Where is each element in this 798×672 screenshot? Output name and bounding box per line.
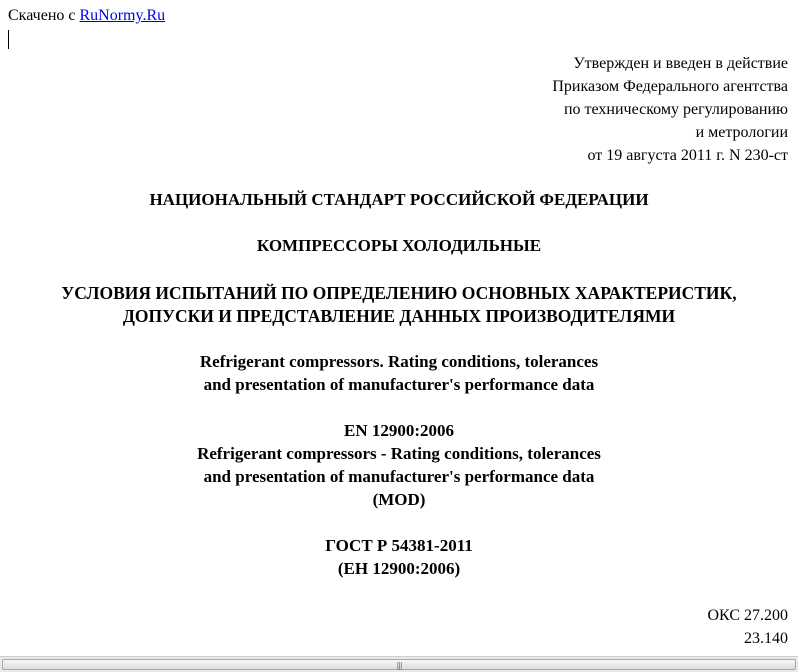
- approval-line: и метрологии: [695, 124, 788, 141]
- approval-block: [552, 52, 788, 167]
- scrollbar-thumb[interactable]: [2, 659, 796, 670]
- document-title: [0, 234, 798, 257]
- title-text: КОМПРЕССОРЫ ХОЛОДИЛЬНЫЕ: [256, 236, 542, 255]
- source-line: [8, 6, 165, 26]
- national-standard-heading: [0, 188, 798, 211]
- approval-line: Приказом Федерального агентства: [552, 78, 788, 95]
- approval-line: по техническому регулированию: [563, 101, 788, 118]
- grip-icon: |||: [396, 661, 402, 670]
- en-standard-line: Refrigerant compressors - Rating conditions, tolerances: [197, 444, 601, 463]
- horizontal-scrollbar[interactable]: [0, 656, 798, 672]
- oks-line: ОКС 27.200: [707, 607, 788, 624]
- subtitle-line: УСЛОВИЯ ИСПЫТАНИЙ ПО ОПРЕДЕЛЕНИЮ ОСНОВНЫХ ХАРАКТЕРИСТИК,: [61, 283, 737, 303]
- document-subtitle: [0, 282, 798, 328]
- text-caret: [8, 30, 9, 49]
- source-prefix: Скачено с: [8, 7, 76, 24]
- en-standard-block: [0, 419, 798, 511]
- approval-line: Утвержден и введен в действие: [573, 55, 788, 72]
- oks-block: [708, 604, 789, 650]
- en-standard-line: EN 12900:2006: [343, 421, 455, 440]
- approval-line: от 19 августа 2011 г. N 230-ст: [587, 147, 788, 164]
- english-title-line: and presentation of manufacturer's performance data: [203, 375, 595, 394]
- english-title-line: Refrigerant compressors. Rating conditions, tolerances: [199, 352, 599, 371]
- source-link[interactable]: RuNormy.Ru: [79, 7, 166, 24]
- heading-text: НАЦИОНАЛЬНЫЙ СТАНДАРТ РОССИЙСКОЙ ФЕДЕРАЦИИ: [149, 190, 649, 209]
- gost-line: ГОСТ Р 54381-2011: [325, 536, 473, 555]
- gost-line: (ЕН 12900:2006): [337, 559, 461, 578]
- subtitle-line: ДОПУСКИ И ПРЕДСТАВЛЕНИЕ ДАННЫХ ПРОИЗВОДИТЕЛЯМИ: [122, 306, 676, 326]
- en-standard-line: (MOD): [372, 490, 426, 509]
- gost-block: [0, 534, 798, 580]
- english-title: [0, 350, 798, 396]
- en-standard-line: and presentation of manufacturer's performance data: [203, 467, 595, 486]
- oks-line: 23.140: [744, 630, 788, 647]
